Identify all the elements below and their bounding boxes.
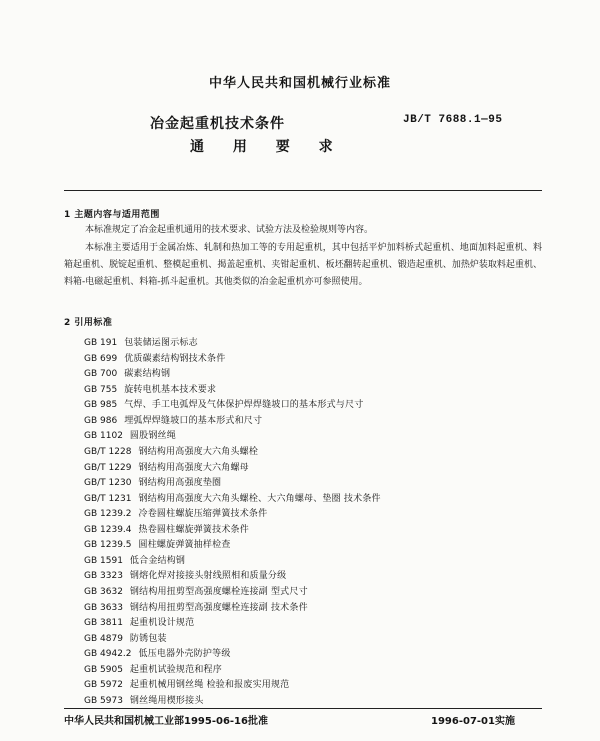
- reference-title: 优质碳素结构钢技术条件: [124, 353, 226, 364]
- reference-title: 钢结构用高强度大六角螺母: [138, 462, 249, 473]
- effective-date: 1996-07-01实施: [431, 716, 515, 727]
- reference-item: [84, 646, 231, 663]
- standard-title: 冶金起重机技术条件: [150, 116, 285, 132]
- reference-title: 防锈包装: [129, 633, 167, 644]
- reference-code: GB 3323: [84, 571, 123, 582]
- reference-title: 冷卷圆柱螺旋压缩弹簧技术条件: [138, 509, 268, 520]
- reference-title: 热卷圆柱螺旋弹簧技术条件: [138, 524, 249, 535]
- reference-item: [84, 351, 225, 368]
- reference-title: 碳素结构钢: [124, 369, 171, 380]
- issuing-body-header: 中华人民共和国机械行业标准: [208, 76, 391, 91]
- section-2-heading: 2 引用标准: [64, 318, 113, 328]
- standard-number: JB/T 7688.1—95: [403, 114, 503, 126]
- reference-code: GB 1591: [84, 555, 123, 566]
- reference-code: GB/T 1230: [84, 478, 132, 488]
- section-1-heading: 1 主题内容与适用范围: [64, 210, 160, 220]
- reference-title: 圆股钢丝绳: [129, 431, 176, 442]
- reference-code: GB/T 1228: [84, 446, 132, 457]
- reference-code: GB 5973: [84, 695, 123, 706]
- reference-item: [84, 677, 289, 694]
- reference-item: [84, 335, 198, 352]
- reference-code: GB 4879: [84, 633, 123, 644]
- reference-code: GB 755: [84, 384, 118, 395]
- bottom-divider: [64, 708, 542, 709]
- reference-item: [84, 662, 222, 679]
- standard-subtitle: 通 用 要 求: [190, 139, 345, 155]
- reference-item: [84, 584, 308, 601]
- reference-item: [84, 553, 185, 570]
- reference-title: 起重机械用钢丝绳 检验和报废实用规范: [129, 680, 290, 691]
- reference-code: GB 5972: [84, 680, 123, 691]
- reference-code: GB 3632: [84, 587, 123, 597]
- reference-item: [84, 460, 249, 477]
- reference-item: [84, 522, 249, 539]
- reference-code: GB 3811: [84, 618, 123, 629]
- reference-item: [84, 537, 231, 554]
- reference-title: 钢结构用高强度垫圈: [138, 478, 222, 488]
- reference-item: [84, 615, 194, 632]
- reference-title: 钢熔化焊对接接头射线照相和质量分级: [129, 571, 287, 582]
- approval-line: 中华人民共和国机械工业部1995-06-16批准: [64, 716, 268, 727]
- reference-title: 低压电器外壳防护等级: [138, 649, 231, 660]
- top-divider: [64, 190, 542, 191]
- reference-code: GB 699: [84, 353, 118, 364]
- reference-item: [84, 382, 216, 399]
- reference-code: GB 986: [84, 415, 118, 426]
- reference-code: GB 1239.4: [84, 524, 132, 535]
- reference-title: 起重机试验规范和程序: [129, 664, 222, 675]
- reference-title: 起重机设计规范: [129, 618, 195, 629]
- reference-item: [84, 568, 286, 585]
- reference-code: GB 4942.2: [84, 649, 132, 660]
- reference-code: GB 5905: [84, 664, 123, 675]
- reference-code: GB 1102: [84, 431, 123, 442]
- reference-item: [84, 428, 176, 445]
- reference-item: [84, 600, 308, 617]
- reference-code: GB/T 1231: [84, 493, 132, 504]
- reference-code: GB 1239.2: [84, 509, 132, 520]
- reference-item: [84, 491, 381, 508]
- reference-code: GB 1239.5: [84, 540, 132, 551]
- reference-title: 旋转电机基本技术要求: [124, 384, 217, 395]
- reference-title: 低合金结构钢: [129, 555, 186, 566]
- reference-code: GB 700: [84, 369, 118, 380]
- reference-item: [84, 631, 167, 648]
- reference-item: [84, 366, 170, 383]
- reference-item: [84, 444, 258, 461]
- reference-title: 埋弧焊焊缝坡口的基本形式和尺寸: [124, 415, 263, 426]
- reference-title: 气焊、手工电弧焊及气体保护焊焊缝坡口的基本形式与尺寸: [124, 400, 364, 411]
- reference-title: 圆柱螺旋弹簧抽样检查: [138, 540, 231, 551]
- reference-title: 钢结构用扭剪型高强度螺栓连接副 型式尺寸: [129, 587, 308, 597]
- reference-code: GB/T 1229: [84, 462, 132, 473]
- section-1-paragraph-2: 本标准主要适用于金属冶炼、轧制和热加工等的专用起重机，其中包括平炉加料桥式起重机、地面加料起重机、料箱起重机、脱锭起重机、整模起重机、揭盖起重机、夹钳起重机、板坯翻转起重机、锻造起重机、加热炉装取料起重机、料箱-电磁起重机、料箱-抓斗起重机。其他类似的冶金起重机亦可参照使用。: [64, 243, 542, 287]
- reference-title: 钢结构用高强度大六角头螺栓、大六角螺母、垫圈 技术条件: [138, 493, 381, 504]
- reference-item: [84, 397, 363, 414]
- reference-title: 钢结构用高强度大六角头螺栓: [138, 446, 259, 457]
- reference-code: GB 191: [84, 338, 118, 348]
- reference-item: [84, 475, 221, 492]
- section-1-paragraph-1: 本标准规定了冶金起重机通用的技术要求、试验方法及检验规则等内容。: [85, 225, 374, 235]
- reference-item: [84, 506, 267, 523]
- reference-title: 钢丝绳用楔形接头: [129, 695, 204, 706]
- reference-code: GB 3633: [84, 602, 123, 613]
- reference-title: 包装储运图示标志: [124, 338, 198, 348]
- reference-item: [84, 413, 262, 430]
- reference-code: GB 985: [84, 400, 118, 411]
- reference-title: 钢结构用扭剪型高强度螺栓连接副 技术条件: [129, 602, 308, 613]
